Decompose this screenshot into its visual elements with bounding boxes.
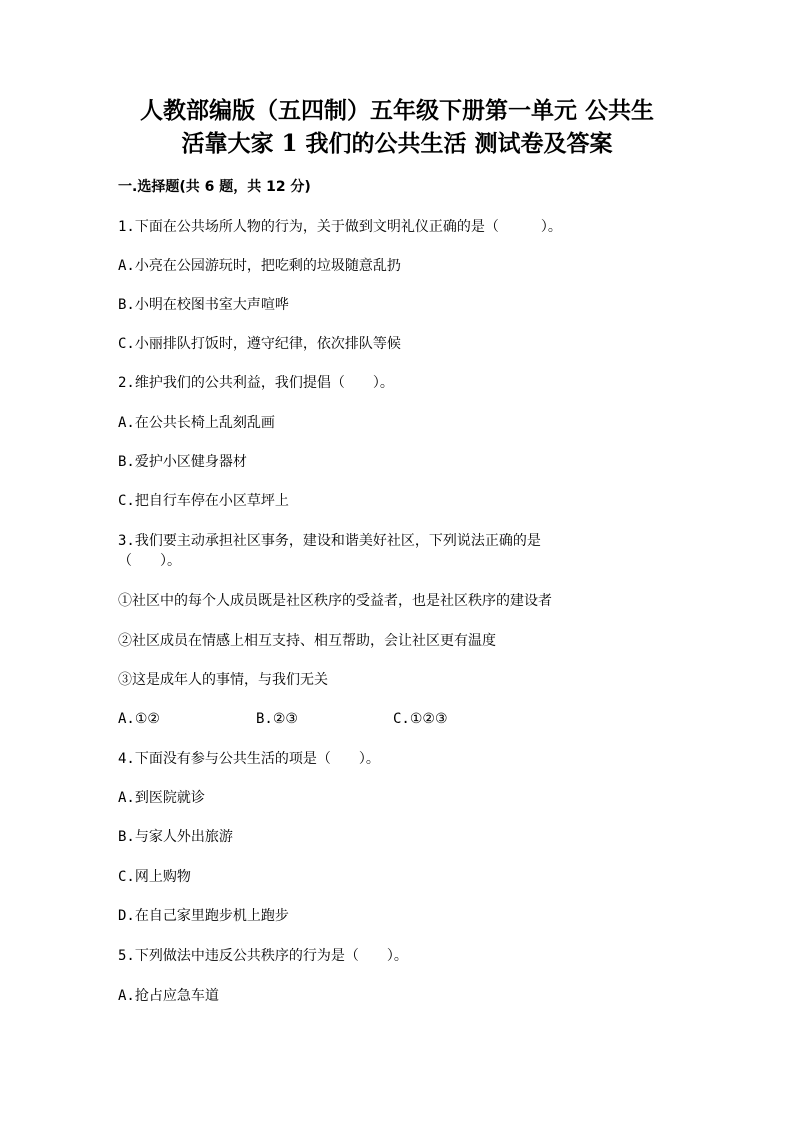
question-3-stem-line-1: 3.我们要主动承担社区事务，建设和谐美好社区，下列说法正确的是 — [118, 533, 541, 549]
question-3-option-a: A.①② — [118, 711, 160, 727]
question-3-option-c: C.①②③ — [393, 711, 448, 727]
document-title-line-2: 活靠大家 1 我们的公共生活 测试卷及答案 — [181, 130, 613, 157]
question-5-stem: 5.下列做法中违反公共秩序的行为是（ ）。 — [118, 948, 408, 964]
question-3-statement-3: ③这是成年人的事情，与我们无关 — [118, 672, 328, 688]
question-2-option-b: B.爱护小区健身器材 — [118, 454, 247, 470]
question-4-option-c: C.网上购物 — [118, 869, 191, 885]
document-title-line-1: 人教部编版（五四制）五年级下册第一单元 公共生 — [139, 97, 654, 124]
question-4-option-a: A.到医院就诊 — [118, 790, 205, 806]
question-2-stem: 2.维护我们的公共利益，我们提倡（ ）。 — [118, 375, 394, 391]
section-header: 一.选择题(共 6 题，共 12 分) — [118, 179, 311, 195]
question-1-stem: 1.下面在公共场所人物的行为，关于做到文明礼仪正确的是（ ）。 — [118, 219, 562, 235]
question-3-statement-2: ②社区成员在情感上相互支持、相互帮助，会让社区更有温度 — [118, 633, 496, 649]
question-5-option-a: A.抢占应急车道 — [118, 988, 219, 1004]
question-1-option-c: C.小丽排队打饭时，遵守纪律，依次排队等候 — [118, 336, 401, 352]
question-4-option-d: D.在自己家里跑步机上跑步 — [118, 908, 289, 924]
question-2-option-c: C.把自行车停在小区草坪上 — [118, 493, 289, 509]
question-3-option-b: B.②③ — [256, 711, 298, 727]
question-3-statement-1: ①社区中的每个人成员既是社区秩序的受益者，也是社区秩序的建设者 — [118, 593, 552, 609]
question-4-option-b: B.与家人外出旅游 — [118, 829, 233, 845]
question-3-stem-line-2: （ ）。 — [118, 553, 181, 569]
question-2-option-a: A.在公共长椅上乱刻乱画 — [118, 415, 275, 431]
question-4-stem: 4.下面没有参与公共生活的项是（ ）。 — [118, 751, 380, 767]
question-1-option-b: B.小明在校图书室大声喧哗 — [118, 297, 289, 313]
question-1-option-a: A.小亮在公园游玩时，把吃剩的垃圾随意乱扔 — [118, 258, 401, 274]
